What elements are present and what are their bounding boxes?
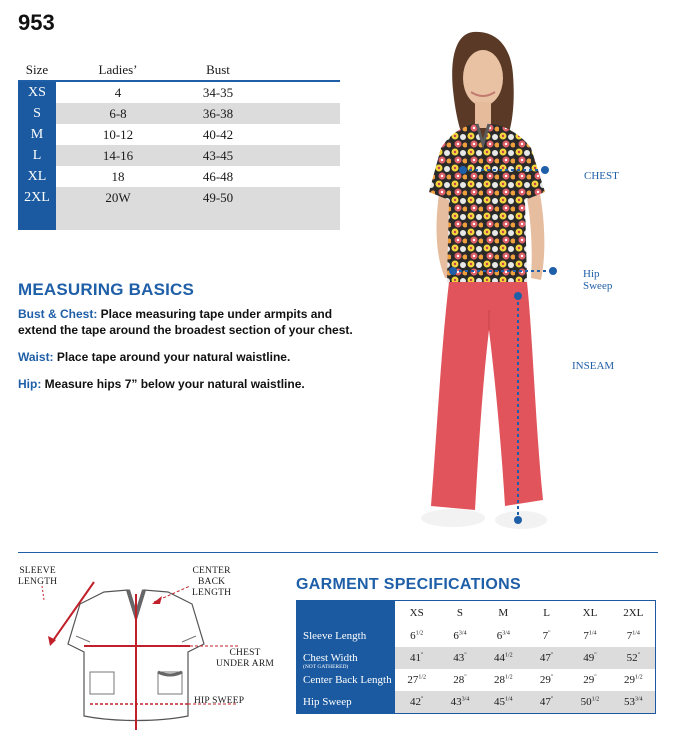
center-back-label-line: LENGTH (192, 588, 232, 598)
size-cell: L (32, 147, 42, 163)
basics-waist (18, 349, 368, 365)
basics-hip (18, 376, 368, 392)
spec-value-cell: $50^{1/2}$ (580, 696, 600, 708)
spec-value-cell: $43^{3/4}$ (450, 696, 470, 708)
garment-specs-table (296, 600, 656, 714)
table-row (18, 124, 340, 145)
chest-label-line: UNDER ARM (216, 659, 275, 669)
spec-fraction: 3/4 (634, 696, 643, 703)
size-cell: 2XL (24, 189, 50, 205)
bust-cell: 46-48 (202, 168, 234, 184)
basics-waist-text: Place tape around your natural waistline. (53, 350, 291, 364)
chest-under-arm-label (216, 648, 274, 670)
table-row (395, 625, 655, 647)
center-back-row-label: Center Back Length (303, 674, 392, 686)
model-number: 953 (18, 10, 55, 35)
size-cell: M (30, 126, 44, 142)
spec-value-cell: 43" (453, 652, 467, 664)
table-row (395, 647, 655, 669)
section-divider (18, 552, 658, 553)
ladies-cell: 4 (114, 84, 122, 100)
chest-width-note: (NOT GATHERED) (303, 664, 349, 670)
center-back-length-label (192, 566, 231, 599)
size-header: Size (25, 62, 49, 77)
table-row (18, 187, 340, 208)
spec-value-cell: 52" (626, 652, 641, 664)
model-figure (355, 20, 619, 545)
spec-value-cell: $6^{3/4}$ (453, 630, 467, 642)
basics-bust-label: Bust & Chest: (18, 307, 98, 321)
size-table-header (18, 60, 340, 82)
bust-cell: 49-50 (202, 189, 234, 205)
bust-cell: 40-42 (202, 126, 234, 142)
center-back-label-line: BACK (198, 577, 226, 587)
specs-rows (395, 625, 655, 713)
spec-fraction: " (594, 674, 597, 681)
center-back-label-line: CENTER (192, 566, 231, 576)
bust-cell: 34-35 (202, 84, 234, 100)
table-row-empty (18, 208, 340, 230)
spec-fraction: 1/2 (504, 652, 513, 659)
spec-fraction: 3/4 (458, 630, 467, 637)
bust-cell: 43-45 (202, 147, 234, 163)
spec-value-cell: $28^{1/2}$ (493, 674, 513, 686)
table-row (18, 145, 340, 166)
size-header-cell: XL (582, 607, 598, 619)
garment-diagram (18, 560, 280, 738)
size-cell: XL (27, 168, 47, 184)
basics-waist-label: Waist: (18, 350, 54, 364)
chest-label-line: CHEST (229, 648, 261, 658)
spec-fraction: " (550, 652, 554, 659)
spec-value-cell: $6^{3/4}$ (496, 630, 510, 642)
spec-value-cell: 49" (583, 652, 597, 664)
spec-value-cell: 42" (409, 696, 424, 708)
ladies-header: Ladies’ (98, 62, 138, 77)
spec-value-cell: $53^{3/4}$ (623, 696, 643, 708)
spec-fraction: " (464, 674, 467, 681)
table-row (18, 103, 340, 124)
spec-fraction: 1/2 (418, 674, 426, 681)
spec-fraction: 1/4 (632, 630, 640, 637)
basics-bust-text: Place measuring tape under armpits and extend the tape around the broadest section of your chest. (18, 307, 353, 337)
spec-fraction: " (420, 696, 424, 703)
spec-value-cell: $45^{1/4}$ (493, 696, 513, 708)
chest-width-row-label (303, 653, 358, 670)
hip-sweep-label: HIP SWEEP (194, 696, 245, 706)
spec-value-cell: $44^{1/2}$ (493, 652, 513, 664)
spec-value-cell: 29" (583, 674, 597, 686)
model-illustration (355, 20, 585, 545)
basics-title: MEASURING BASICS (18, 280, 195, 299)
spec-value-cell: $7^{1/4}$ (626, 630, 640, 642)
spec-value-cell: $29^{1/2}$ (623, 674, 643, 686)
garment-specs-title: GARMENT SPECIFICATIONS (296, 576, 521, 593)
bust-cell: 36-38 (202, 105, 234, 121)
table-row (395, 691, 655, 713)
table-row (395, 669, 655, 691)
spec-fraction: 1/2 (591, 696, 600, 703)
spec-fraction: 1/2 (415, 630, 424, 637)
spec-value-cell: 47" (539, 652, 554, 664)
ladies-cell: 14-16 (102, 147, 134, 163)
size-cell: XS (28, 84, 46, 100)
sleeve-length-row-label: Sleeve Length (303, 630, 367, 642)
measuring-basics (18, 280, 368, 403)
spec-fraction: 3/4 (461, 696, 470, 703)
spec-value-cell: 29" (539, 674, 554, 686)
inseam-callout: INSEAM (572, 360, 615, 372)
ladies-cell: 18 (111, 168, 125, 184)
size-header-cell: L (543, 607, 551, 619)
spec-value-cell: 28" (453, 674, 467, 686)
size-cell: S (33, 105, 41, 121)
chest-callout: CHEST (584, 170, 619, 182)
spec-value-cell: $7^{1/4}$ (583, 630, 597, 642)
spec-fraction: 3/4 (502, 630, 510, 637)
size-header-cell: M (498, 607, 509, 619)
basics-hip-text: Measure hips 7” below your natural waistline. (41, 377, 305, 391)
sleeve-length-label (18, 566, 57, 588)
specs-size-header (395, 601, 655, 625)
hip-sweep-row-label: Hip Sweep (303, 696, 352, 708)
size-header-cell: 2XL (623, 607, 644, 619)
basics-hip-label: Hip: (18, 377, 42, 391)
spec-fraction: " (464, 652, 467, 659)
spec-fraction: " (594, 652, 597, 659)
chest-width-text: Chest Width (303, 652, 358, 664)
spec-value-cell: 47" (539, 696, 554, 708)
size-table-rows (18, 82, 340, 230)
sleeve-label-line: LENGTH (18, 577, 58, 587)
table-row (18, 82, 340, 103)
spec-value-cell: 41" (409, 652, 424, 664)
ladies-cell: 20W (105, 189, 131, 205)
ladies-cell: 6-8 (109, 105, 127, 121)
sleeve-label-line: SLEEVE (19, 566, 56, 576)
spec-fraction: " (548, 630, 551, 637)
spec-value-cell: $27^{1/2}$ (407, 674, 426, 686)
spec-fraction: " (550, 674, 554, 681)
basics-bust (18, 306, 368, 338)
size-header-cell: S (456, 607, 464, 619)
spec-value-cell: 7" (542, 630, 551, 642)
size-table (18, 60, 340, 230)
spec-fraction: 1/2 (634, 674, 643, 681)
specs-label-band (297, 601, 395, 713)
spec-fraction: " (420, 652, 424, 659)
spec-fraction: 1/2 (504, 674, 513, 681)
spec-fraction: 1/4 (588, 630, 597, 637)
spec-fraction: " (550, 696, 554, 703)
ladies-cell: 10-12 (102, 126, 134, 142)
spec-value-cell: $6^{1/2}$ (410, 630, 424, 642)
specs-values (395, 601, 655, 713)
size-header-cell: XS (409, 607, 424, 619)
spec-fraction: 1/4 (504, 696, 513, 703)
spec-fraction: " (637, 652, 641, 659)
table-row (18, 166, 340, 187)
bust-header: Bust (206, 62, 230, 77)
hip-sweep-callout: Hip Sweep (583, 268, 613, 292)
